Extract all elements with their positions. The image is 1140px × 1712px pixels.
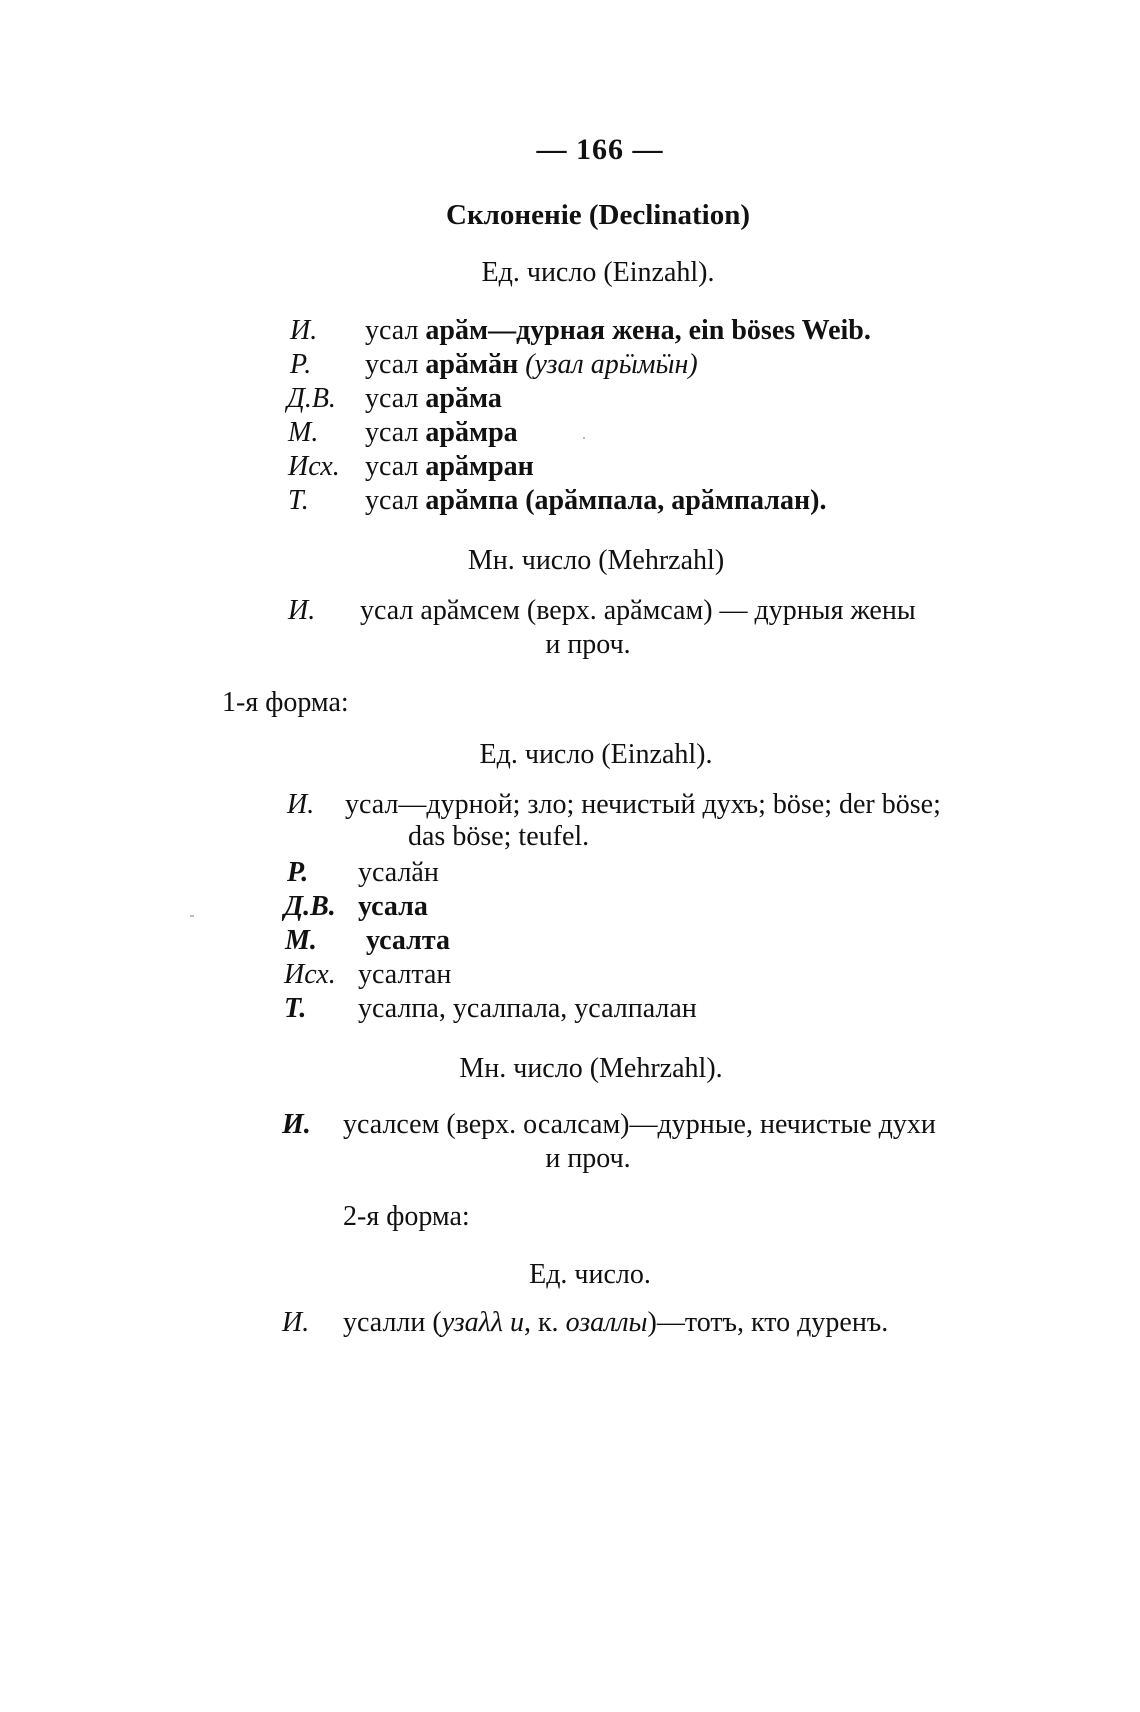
form-plain: усал <box>365 485 426 516</box>
form-plain: усал <box>365 451 426 482</box>
case-label: М. <box>285 925 317 956</box>
form-plain: усал <box>365 417 426 448</box>
case-form: усалӑн <box>358 857 439 888</box>
form2-singular-title: Ед. число. <box>529 1259 651 1290</box>
form-italic: узаλλ и <box>441 1307 524 1338</box>
form-plain: )—тотъ, кто дуренъ. <box>647 1307 889 1338</box>
form-plain: усал <box>365 315 426 346</box>
case-form: усалта <box>366 925 450 956</box>
case-label: И. <box>288 595 316 626</box>
form2-title: 2-я форма: <box>343 1201 470 1232</box>
case-label: Т. <box>284 993 307 1024</box>
block1-singular-title: Ед. число (Einzahl). <box>481 257 715 288</box>
case-label: И. <box>282 1307 310 1338</box>
case-label: Д.В. <box>287 383 336 414</box>
case-label: Исх. <box>288 451 340 482</box>
form2-first-form <box>343 1309 888 1337</box>
case-label: И. <box>287 789 315 820</box>
case-form: усалпа, усалпала, усалпалан <box>358 993 697 1024</box>
form-plain: усалли ( <box>343 1307 442 1338</box>
form-plain: усал <box>365 383 426 414</box>
form1-first-line2: das böse; teufel. <box>408 821 590 852</box>
case-label: Т. <box>288 485 309 516</box>
form-italic: озаллы <box>565 1307 648 1338</box>
scan-speck <box>583 437 585 439</box>
block1-plural-title: Мн. число (Mehrzahl) <box>467 545 725 576</box>
case-label: И. <box>290 315 318 346</box>
case-label: Р. <box>287 857 309 888</box>
form1-plural-line2: и проч. <box>545 1143 631 1174</box>
plural-form-line1: усал арӑмсем (верх. арӑмсам) — дурныя жены <box>360 595 916 626</box>
form-italic: (узал арӹмӹн) <box>518 349 698 380</box>
form1-singular-title: Ед. число (Einzahl). <box>479 739 713 770</box>
scan-speck <box>190 915 194 917</box>
case-form <box>365 453 534 481</box>
section-heading: Склоненіе (Declination) <box>446 199 750 231</box>
case-label: М. <box>288 417 319 448</box>
case-form: усалтан <box>358 959 452 990</box>
form-plain: , к. <box>523 1307 566 1338</box>
case-label: Исх. <box>284 959 336 990</box>
case-form <box>365 385 502 413</box>
case-form <box>365 351 698 379</box>
page-number: — 166 — <box>536 133 664 166</box>
case-form <box>365 487 826 515</box>
form1-plural-title: Мн. число (Mehrzahl). <box>459 1053 723 1084</box>
form-bold: арӑм—дурная жена, ein böses Weib. <box>425 315 871 346</box>
case-form: усала <box>358 891 428 922</box>
case-form <box>365 317 871 345</box>
form1-plural-line1: усалсем (верх. осалсам)—дурные, нечистые духи <box>343 1109 936 1140</box>
plural-form-line2: и проч. <box>545 629 631 660</box>
case-label: Д.В. <box>284 891 336 922</box>
case-form <box>365 419 518 447</box>
form-bold: арӑмран <box>425 451 534 482</box>
form1-first-line1: усал—дурной; зло; нечистый духъ; böse; der böse; <box>345 789 941 820</box>
form-plain: усал <box>365 349 426 380</box>
form-bold: арӑмӑн <box>425 349 519 380</box>
form-bold: арӑма <box>425 383 502 414</box>
form-bold: арӑмра <box>425 417 518 448</box>
form1-title: 1-я форма: <box>222 687 349 718</box>
case-label: Р. <box>290 349 312 380</box>
case-label: И. <box>282 1109 311 1140</box>
form-bold: арӑмпа (арӑмпала, арӑмпалан). <box>425 485 827 516</box>
